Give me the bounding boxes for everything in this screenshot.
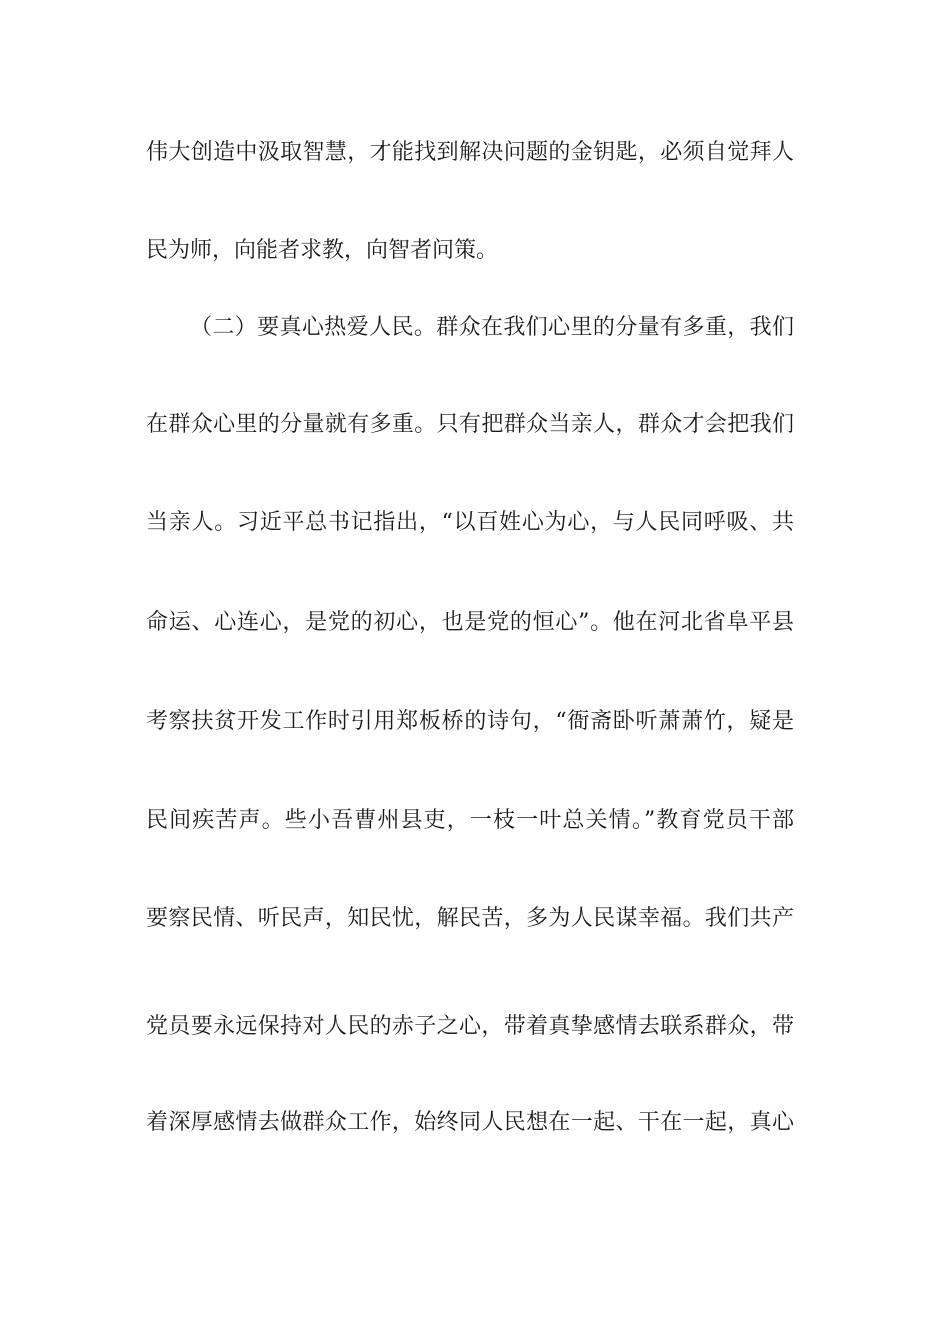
text-line: 伟大创造中汲取智慧，才能找到解决问题的金钥匙，必须自觉拜人: [146, 140, 794, 165]
text-line: 当亲人。习近平总书记指出，“以百姓心为心，与人民同呼吸、共: [146, 510, 794, 535]
text-line: 考察扶贫开发工作时引用郑板桥的诗句，“衙斋卧听萧萧竹，疑是: [146, 709, 794, 734]
text-line: 在群众心里的分量就有多重。只有把群众当亲人，群众才会把我们: [146, 412, 794, 437]
text-line: 党员要永远保持对人民的赤子之心，带着真挚感情去联系群众，带: [146, 1014, 794, 1039]
paragraph-heading-line: （二）要真心热爱人民。群众在我们心里的分量有多重，我们: [190, 315, 794, 340]
text-line: 着深厚感情去做群众工作，始终同人民想在一起、干在一起，真心: [146, 1110, 794, 1135]
text-line: 民间疾苦声。些小吾曹州县吏，一枝一叶总关情。”教育党员干部: [146, 808, 794, 833]
text-line: 要察民情、听民声，知民忧，解民苦，多为人民谋幸福。我们共产: [146, 906, 794, 931]
text-line: 命运、心连心，是党的初心，也是党的恒心”。他在河北省阜平县: [146, 610, 794, 635]
text-line: 民为师，向能者求教，向智者问策。: [146, 238, 499, 263]
